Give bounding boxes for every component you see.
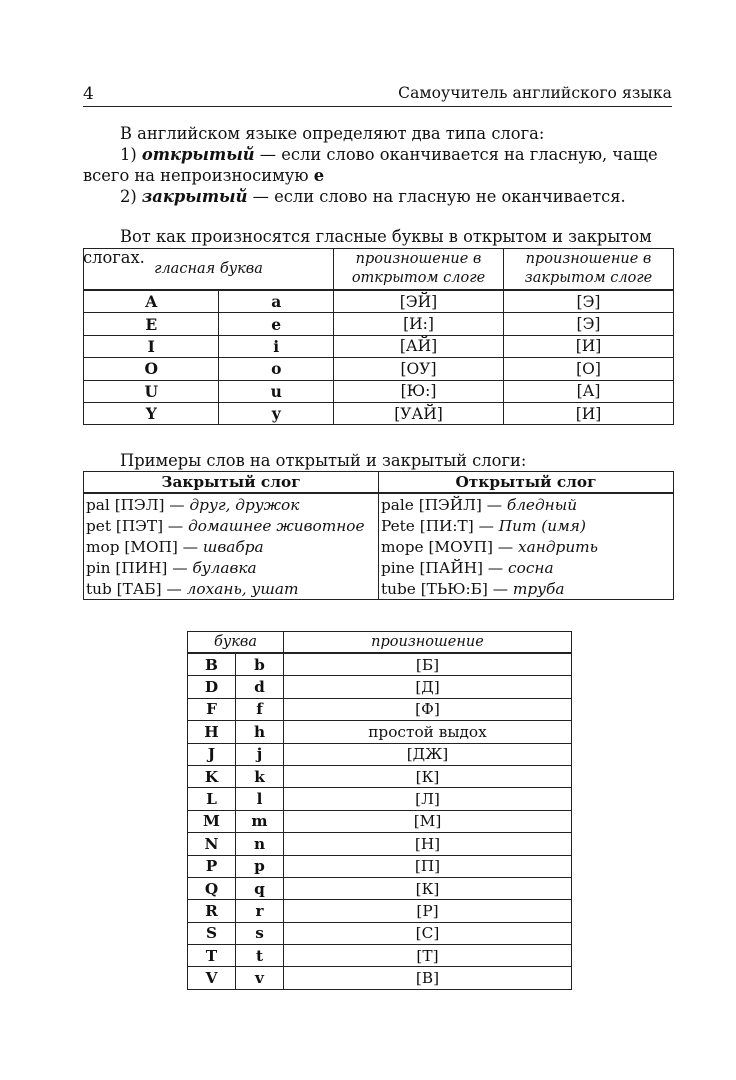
closed-pronunciation: [МОП] bbox=[124, 537, 178, 556]
open-translation: бледный bbox=[506, 495, 578, 514]
lowercase-letter: b bbox=[236, 653, 284, 676]
uppercase-letter: T bbox=[188, 945, 236, 967]
vowel-row bbox=[84, 358, 674, 380]
example-row bbox=[84, 578, 674, 600]
pronunciation: [К] bbox=[284, 877, 572, 899]
item-text: — если слово оканчивается на гласную, чаще всего на непроизносимую bbox=[83, 145, 658, 185]
page-number: 4 bbox=[83, 84, 94, 104]
header-closed: произношение в закрытом слоге bbox=[504, 249, 674, 291]
uppercase-letter: S bbox=[188, 922, 236, 944]
lowercase-letter: k bbox=[236, 765, 284, 787]
header-letter: буква bbox=[188, 632, 284, 654]
uppercase-letter: Q bbox=[188, 877, 236, 899]
closed-example: pal [ПЭЛ] — друг, дружок bbox=[84, 493, 379, 515]
open-example: tube [ТЬЮ:Б] — труба bbox=[379, 578, 674, 600]
open-word: tube bbox=[381, 579, 416, 598]
closed-word: pin bbox=[86, 558, 111, 577]
consonant-row bbox=[188, 765, 572, 787]
closed-translation: лохань, ушат bbox=[186, 579, 299, 598]
uppercase-letter: B bbox=[188, 653, 236, 676]
uppercase-letter: U bbox=[84, 380, 219, 402]
open-pronunciation: [И:] bbox=[334, 313, 504, 335]
closed-pronunciation: [О] bbox=[504, 358, 674, 380]
intro-item-closed bbox=[83, 186, 675, 207]
open-pronunciation: [АЙ] bbox=[334, 335, 504, 357]
closed-word: mop bbox=[86, 537, 120, 556]
vowels-header-row bbox=[84, 249, 674, 291]
closed-pronunciation: [И] bbox=[504, 335, 674, 357]
uppercase-letter: V bbox=[188, 967, 236, 989]
closed-pronunciation: [ПЭТ] bbox=[115, 516, 164, 535]
example-row bbox=[84, 557, 674, 578]
pronunciation: [М] bbox=[284, 810, 572, 832]
closed-word: pal bbox=[86, 495, 110, 514]
lowercase-letter: t bbox=[236, 945, 284, 967]
lowercase-letter: q bbox=[236, 877, 284, 899]
open-pronunciation: [ТЬЮ:Б] bbox=[420, 579, 488, 598]
term-closed: закрытый bbox=[141, 187, 248, 206]
uppercase-letter: H bbox=[188, 721, 236, 743]
lowercase-letter: o bbox=[219, 358, 334, 380]
lowercase-letter: i bbox=[219, 335, 334, 357]
open-translation: Пит (имя) bbox=[498, 516, 586, 535]
lowercase-letter: y bbox=[219, 402, 334, 424]
closed-example: pin [ПИН] — булавка bbox=[84, 557, 379, 578]
closed-translation: домашнее животное bbox=[188, 516, 365, 535]
uppercase-letter: R bbox=[188, 900, 236, 922]
running-title: Самоучитель английского языка bbox=[398, 84, 672, 102]
consonant-row bbox=[188, 945, 572, 967]
open-pronunciation: [ПАЙН] bbox=[419, 558, 484, 577]
closed-pronunciation: [ТАБ] bbox=[116, 579, 162, 598]
open-pronunciation: [МОУП] bbox=[428, 537, 493, 556]
lowercase-letter: f bbox=[236, 698, 284, 720]
open-pronunciation: [УАЙ] bbox=[334, 402, 504, 424]
vowels-table bbox=[83, 248, 674, 425]
uppercase-letter: D bbox=[188, 676, 236, 698]
lowercase-letter: v bbox=[236, 967, 284, 989]
open-pronunciation: [ПИ:Т] bbox=[419, 516, 474, 535]
lowercase-letter: n bbox=[236, 833, 284, 855]
pronunciation: [ДЖ] bbox=[284, 743, 572, 765]
uppercase-letter: J bbox=[188, 743, 236, 765]
open-example: mope [МОУП] — хандрить bbox=[379, 536, 674, 557]
open-word: Pete bbox=[381, 516, 415, 535]
pronunciation: [С] bbox=[284, 922, 572, 944]
closed-example: mop [МОП] — швабра bbox=[84, 536, 379, 557]
lowercase-letter: m bbox=[236, 810, 284, 832]
consonants-header-row bbox=[188, 632, 572, 654]
item-number: 2) bbox=[120, 187, 137, 206]
item-text: — если слово на гласную не оканчивается. bbox=[252, 187, 626, 206]
uppercase-letter: O bbox=[84, 358, 219, 380]
open-translation: хандрить bbox=[518, 537, 599, 556]
uppercase-letter: M bbox=[188, 810, 236, 832]
open-pronunciation: [Ю:] bbox=[334, 380, 504, 402]
header-closed-syllable: Закрытый слог bbox=[84, 472, 379, 494]
open-word: mope bbox=[381, 537, 424, 556]
pronunciation: [Д] bbox=[284, 676, 572, 698]
closed-pronunciation: [ПИН] bbox=[115, 558, 168, 577]
lowercase-letter: r bbox=[236, 900, 284, 922]
examples-caption: Примеры слов на открытый и закрытый слоги: bbox=[120, 451, 527, 470]
consonant-row bbox=[188, 922, 572, 944]
closed-translation: друг, дружок bbox=[189, 495, 300, 514]
vowel-row bbox=[84, 290, 674, 313]
lowercase-letter: s bbox=[236, 922, 284, 944]
open-example: Pete [ПИ:Т] — Пит (имя) bbox=[379, 515, 674, 536]
vowel-row bbox=[84, 335, 674, 357]
header-pronunciation: произношение bbox=[284, 632, 572, 654]
uppercase-letter: E bbox=[84, 313, 219, 335]
pronunciation: [К] bbox=[284, 765, 572, 787]
lowercase-letter: a bbox=[219, 290, 334, 313]
open-word: pale bbox=[381, 495, 414, 514]
consonant-row bbox=[188, 698, 572, 720]
lowercase-letter: j bbox=[236, 743, 284, 765]
pronunciation: [Л] bbox=[284, 788, 572, 810]
consonant-row bbox=[188, 788, 572, 810]
consonant-row bbox=[188, 877, 572, 899]
example-row bbox=[84, 515, 674, 536]
header-open-syllable: Открытый слог bbox=[379, 472, 674, 494]
item-number: 1) bbox=[120, 145, 137, 164]
pronunciation: [Н] bbox=[284, 833, 572, 855]
open-translation: сосна bbox=[508, 558, 554, 577]
lowercase-letter: d bbox=[236, 676, 284, 698]
uppercase-letter: N bbox=[188, 833, 236, 855]
lowercase-letter: e bbox=[219, 313, 334, 335]
uppercase-letter: I bbox=[84, 335, 219, 357]
example-row bbox=[84, 493, 674, 515]
consonants-table bbox=[187, 631, 572, 990]
pronunciation: [Т] bbox=[284, 945, 572, 967]
vowel-row bbox=[84, 313, 674, 335]
lowercase-letter: h bbox=[236, 721, 284, 743]
pronunciation: [Р] bbox=[284, 900, 572, 922]
uppercase-letter: A bbox=[84, 290, 219, 313]
uppercase-letter: P bbox=[188, 855, 236, 877]
open-example: pale [ПЭЙЛ] — бледный bbox=[379, 493, 674, 515]
consonant-row bbox=[188, 721, 572, 743]
closed-word: pet bbox=[86, 516, 111, 535]
silent-e-letter: e bbox=[313, 166, 325, 185]
closed-word: tub bbox=[86, 579, 112, 598]
lowercase-letter: u bbox=[219, 380, 334, 402]
open-pronunciation: [ОУ] bbox=[334, 358, 504, 380]
uppercase-letter: Y bbox=[84, 402, 219, 424]
pronunciation: [В] bbox=[284, 967, 572, 989]
closed-pronunciation: [Э] bbox=[504, 290, 674, 313]
consonant-row bbox=[188, 900, 572, 922]
header-open: произношение в открытом слоге bbox=[334, 249, 504, 291]
pronunciation: [П] bbox=[284, 855, 572, 877]
lowercase-letter: p bbox=[236, 855, 284, 877]
open-example: pine [ПАЙН] — сосна bbox=[379, 557, 674, 578]
consonant-row bbox=[188, 743, 572, 765]
examples-table bbox=[83, 471, 674, 600]
closed-translation: швабра bbox=[202, 537, 264, 556]
consonant-row bbox=[188, 810, 572, 832]
header-letter: гласная буква bbox=[84, 249, 334, 291]
uppercase-letter: F bbox=[188, 698, 236, 720]
term-open: открытый bbox=[141, 145, 255, 164]
consonant-row bbox=[188, 653, 572, 676]
closed-pronunciation: [Э] bbox=[504, 313, 674, 335]
open-word: pine bbox=[381, 558, 415, 577]
examples-header-row bbox=[84, 472, 674, 494]
closed-pronunciation: [ПЭЛ] bbox=[114, 495, 165, 514]
intro-item-open bbox=[83, 144, 675, 186]
example-row bbox=[84, 536, 674, 557]
closed-pronunciation: [А] bbox=[504, 380, 674, 402]
uppercase-letter: L bbox=[188, 788, 236, 810]
pronunciation: простой выдох bbox=[284, 721, 572, 743]
uppercase-letter: K bbox=[188, 765, 236, 787]
pronunciation: [Ф] bbox=[284, 698, 572, 720]
consonant-row bbox=[188, 855, 572, 877]
consonant-row bbox=[188, 676, 572, 698]
closed-example: pet [ПЭТ] — домашнее животное bbox=[84, 515, 379, 536]
closed-translation: булавка bbox=[192, 558, 257, 577]
open-pronunciation: [ПЭЙЛ] bbox=[418, 495, 482, 514]
header-rule bbox=[83, 106, 672, 107]
open-pronunciation: [ЭЙ] bbox=[334, 290, 504, 313]
lowercase-letter: l bbox=[236, 788, 284, 810]
closed-pronunciation: [И] bbox=[504, 402, 674, 424]
closed-example: tub [ТАБ] — лохань, ушат bbox=[84, 578, 379, 600]
vowel-row bbox=[84, 380, 674, 402]
open-translation: труба bbox=[512, 579, 565, 598]
consonant-row bbox=[188, 967, 572, 989]
pronunciation: [Б] bbox=[284, 653, 572, 676]
vowels-caption: Вот как произносятся гласные буквы в открытом и закрытом слогах. bbox=[83, 227, 652, 267]
consonant-row bbox=[188, 833, 572, 855]
intro-line: В английском языке определяют два типа слога: bbox=[120, 124, 545, 143]
vowel-row bbox=[84, 402, 674, 424]
